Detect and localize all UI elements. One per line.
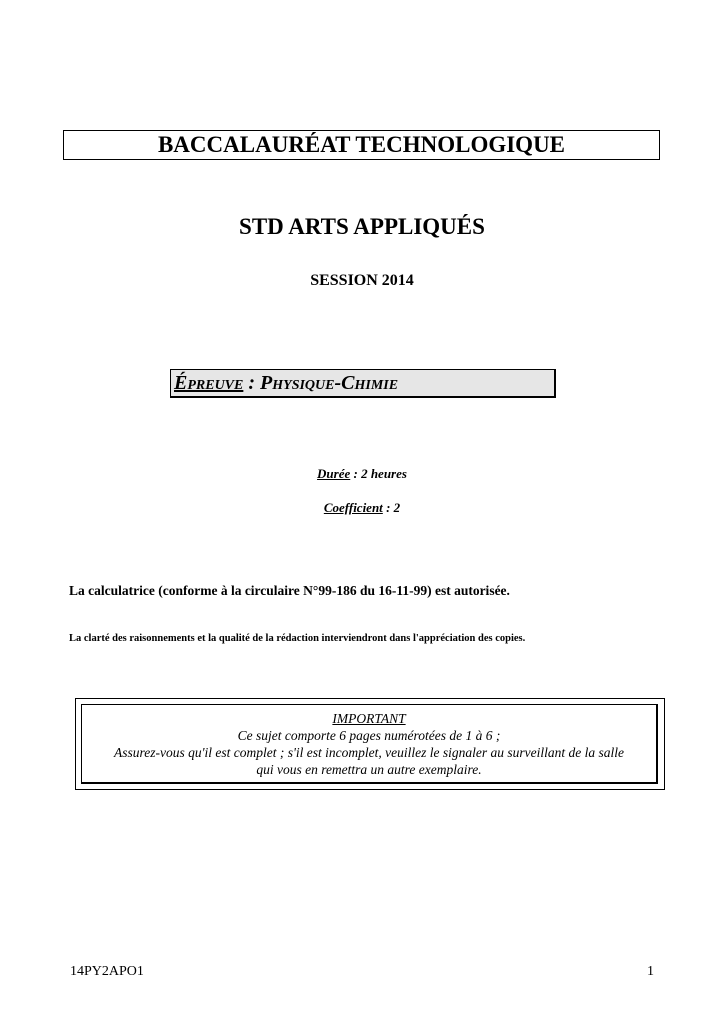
clarity-note: La clarté des raisonnements et la qualité de la rédaction interviendront dans l'appréciation des copies. <box>69 633 526 644</box>
title-box <box>63 130 660 160</box>
footer-code: 14PY2APO1 <box>70 964 144 979</box>
epreuve-separator: : <box>243 371 261 394</box>
important-box <box>81 704 658 784</box>
session-label: SESSION 2014 <box>310 272 414 289</box>
epreuve-subject: Physique-Chimie <box>260 371 399 394</box>
duration-line <box>0 466 724 482</box>
document-subtitle: STD ARTS APPLIQUÉS <box>239 214 485 239</box>
important-line-2: Assurez-vous qu'il est complet ; s'il est incomplet, veuillez le signaler au surveillant de la salle <box>114 744 624 760</box>
epreuve-box <box>170 369 556 398</box>
important-line-3: qui vous en remettra un autre exemplaire. <box>256 761 482 777</box>
duration-value: : 2 heures <box>350 466 407 481</box>
document-title: BACCALAURÉAT TECHNOLOGIQUE <box>157 132 566 157</box>
duration-label: Durée <box>317 466 351 481</box>
coefficient-value: : 2 <box>382 500 401 515</box>
important-heading: IMPORTANT <box>332 710 406 726</box>
coefficient-label: Coefficient <box>323 500 383 515</box>
calculator-note: La calculatrice (conforme à la circulaire N°99-186 du 16-11-99) est autorisée. <box>69 583 510 598</box>
coefficient-line <box>0 500 724 516</box>
important-line-1: Ce sujet comporte 6 pages numérotées de 1 à 6 ; <box>237 727 501 743</box>
page-number: 1 <box>647 964 654 979</box>
epreuve-label: Épreuve <box>174 371 244 394</box>
